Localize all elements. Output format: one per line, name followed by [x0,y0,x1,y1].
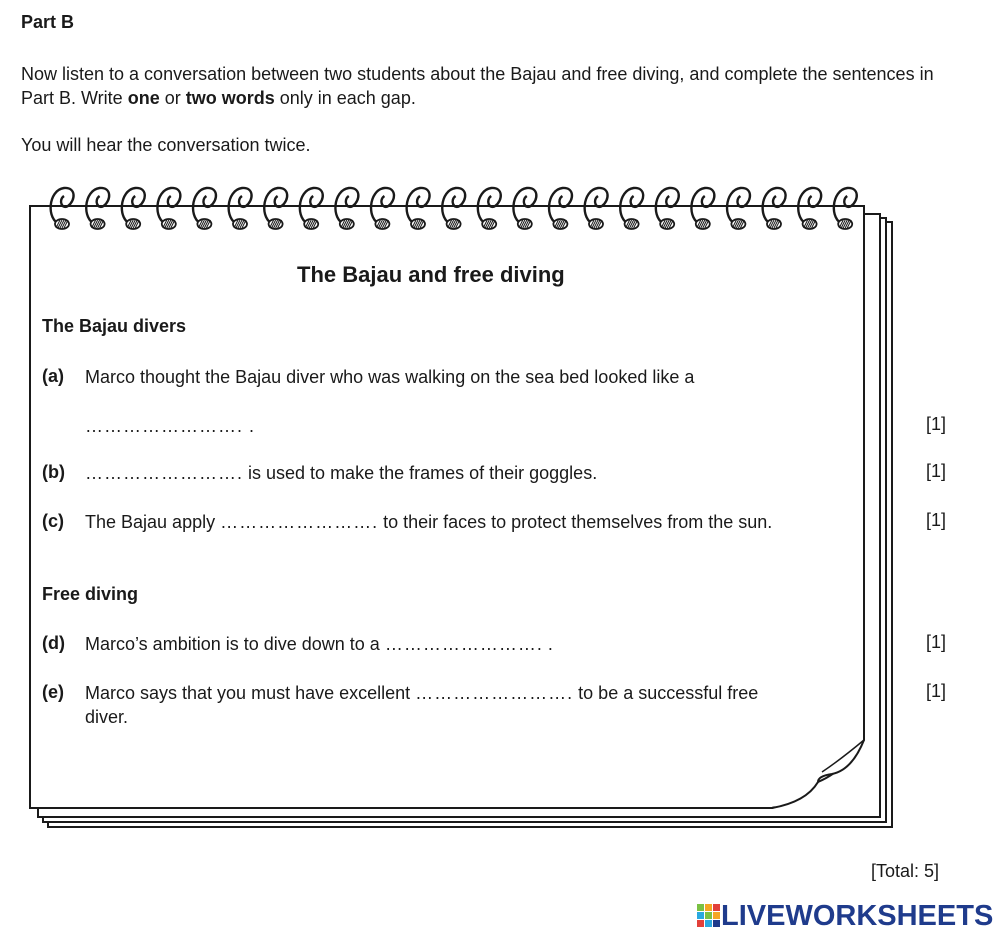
instructions-or: or [159,88,186,108]
notebook-front-page [30,206,864,808]
question-d-gap[interactable]: ……………………. [384,634,543,654]
liveworksheets-logo [697,900,993,932]
question-e-mark: [1] [926,681,947,701]
question-c-gap[interactable]: ……………………. [220,512,379,532]
instructions-two-words: two words [185,88,275,108]
question-b-after: is used to make the frames of their goggles. [243,463,598,483]
question-a-letter: (a) [42,366,64,386]
question-e-letter: (e) [42,682,64,702]
question-b-letter: (b) [42,462,65,482]
question-a-gap[interactable]: ……………………. . [85,416,256,436]
question-a-mark: [1] [926,414,947,434]
question-d-letter: (d) [42,633,65,653]
question-d-after: . [542,634,553,654]
hear-twice-note: You will hear the conversation twice. [21,135,311,155]
part-title: Part B [21,12,75,32]
question-d-text [85,632,553,656]
question-d-before: Marco’s ambition is to dive down to a [85,634,385,654]
question-e-after: to be a successful free [573,683,759,703]
notebook-title: The Bajau and free diving [297,262,565,287]
total-marks: [Total: 5] [871,861,940,881]
question-a-text: Marco thought the Bajau diver who was walking on the sea bed looked like a [85,367,695,387]
question-c-letter: (c) [42,511,64,531]
question-c-text [85,510,772,534]
question-c-mark: [1] [926,510,947,530]
instructions-text-end: only in each gap. [274,88,416,108]
question-e-text [85,681,758,705]
question-d-mark: [1] [926,632,947,652]
liveworksheets-logo-text: LIVEWORKSHEETS [721,899,994,932]
question-b-text [85,461,597,485]
question-c-before: The Bajau apply [85,512,221,532]
section-bajau-divers: The Bajau divers [42,316,187,336]
question-c-after: to their faces to protect themselves from the sun. [378,512,773,532]
section-free-diving: Free diving [42,584,139,604]
question-e-gap[interactable]: ……………………. [415,683,574,703]
instructions-one: one [127,88,160,108]
liveworksheets-logo-icon [697,904,721,928]
question-e-before: Marco says that you must have excellent [85,683,416,703]
question-b-gap[interactable]: ……………………. [85,463,244,483]
instructions-text-start: Now listen to a conversation between two students about the Bajau and free diving, and complete the sentences in Part B. Write [21,64,934,108]
question-e-line2: diver. [85,707,129,727]
question-b-mark: [1] [926,461,947,481]
